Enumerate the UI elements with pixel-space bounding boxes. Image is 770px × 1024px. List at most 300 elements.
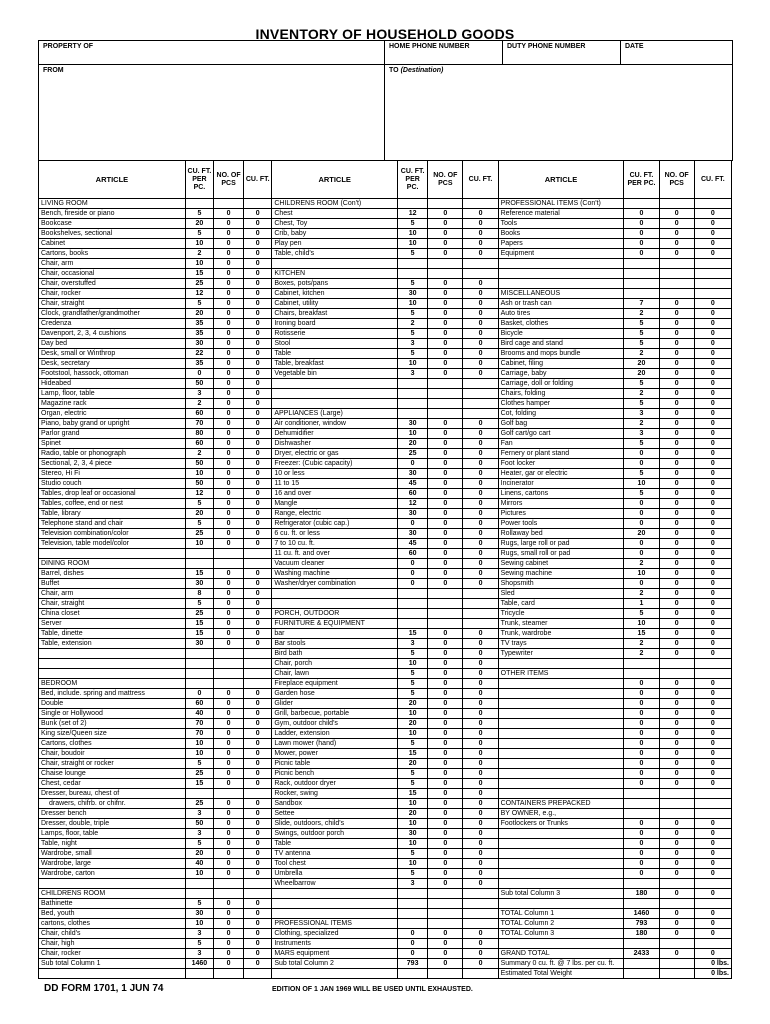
cuft-cell[interactable]: 0	[624, 859, 659, 869]
cuft-cell[interactable]	[624, 959, 659, 969]
cuft-cell[interactable]: 2	[624, 309, 659, 319]
pieces-cell[interactable]: 0	[428, 819, 463, 829]
pieces-cell[interactable]	[214, 549, 244, 559]
cuft-cell[interactable]: 0	[463, 839, 498, 849]
pieces-cell[interactable]: 0	[659, 529, 694, 539]
pieces-cell[interactable]: 0	[659, 709, 694, 719]
cuft-cell[interactable]: 0	[463, 449, 498, 459]
cuft-cell[interactable]: 0	[463, 459, 498, 469]
cuft-cell[interactable]	[463, 399, 498, 409]
cuft-cell[interactable]: 0	[694, 729, 731, 739]
pieces-cell[interactable]: 0	[659, 389, 694, 399]
cuft-cell[interactable]: 20	[398, 699, 428, 709]
cuft-cell[interactable]: 0	[244, 739, 272, 749]
pieces-cell[interactable]: 0	[214, 769, 244, 779]
pieces-cell[interactable]: 0	[428, 869, 463, 879]
cuft-cell[interactable]: 30	[398, 469, 428, 479]
cuft-cell[interactable]: 5	[624, 329, 659, 339]
cuft-cell[interactable]	[185, 789, 213, 799]
cuft-cell[interactable]	[244, 659, 272, 669]
cuft-cell[interactable]: 0	[624, 519, 659, 529]
cuft-cell[interactable]	[694, 259, 731, 269]
cuft-cell[interactable]: 0	[463, 549, 498, 559]
cuft-cell[interactable]: 0	[398, 579, 428, 589]
cuft-cell[interactable]: 0	[463, 439, 498, 449]
cuft-cell[interactable]: 0	[244, 919, 272, 929]
cuft-cell[interactable]: 10	[398, 799, 428, 809]
pieces-cell[interactable]	[659, 959, 694, 969]
cuft-cell[interactable]: 0	[185, 369, 213, 379]
pieces-cell[interactable]: 0	[428, 629, 463, 639]
cuft-cell[interactable]: 10	[185, 749, 213, 759]
cuft-cell[interactable]: 5	[624, 379, 659, 389]
cuft-cell[interactable]: 10	[398, 359, 428, 369]
pieces-cell[interactable]: 0	[214, 859, 244, 869]
cuft-cell[interactable]: 5	[398, 869, 428, 879]
cuft-cell[interactable]: 0	[694, 629, 731, 639]
cuft-cell[interactable]	[463, 269, 498, 279]
cuft-cell[interactable]: 20	[398, 719, 428, 729]
cuft-cell[interactable]	[463, 389, 498, 399]
cuft-cell[interactable]: 0	[694, 589, 731, 599]
cuft-cell[interactable]	[244, 559, 272, 569]
cuft-cell[interactable]: 0	[463, 319, 498, 329]
cuft-cell[interactable]: 0	[694, 469, 731, 479]
cuft-cell[interactable]: 25	[185, 609, 213, 619]
cuft-cell[interactable]	[624, 879, 659, 889]
pieces-cell[interactable]: 0	[428, 719, 463, 729]
pieces-cell[interactable]: 0	[214, 829, 244, 839]
cuft-cell[interactable]: 0	[463, 429, 498, 439]
pieces-cell[interactable]: 0	[659, 589, 694, 599]
cuft-cell[interactable]: 0	[463, 219, 498, 229]
cuft-cell[interactable]: 3	[185, 949, 213, 959]
cuft-cell[interactable]: 0	[463, 779, 498, 789]
cuft-cell[interactable]	[398, 379, 428, 389]
pieces-cell[interactable]: 0	[659, 249, 694, 259]
pieces-cell[interactable]: 0	[428, 659, 463, 669]
cuft-cell[interactable]	[463, 199, 498, 209]
cuft-cell[interactable]	[244, 969, 272, 979]
cuft-cell[interactable]: 0	[244, 329, 272, 339]
pieces-cell[interactable]: 0	[428, 929, 463, 939]
pieces-cell[interactable]: 0	[428, 959, 463, 969]
cuft-cell[interactable]: 0	[463, 249, 498, 259]
pieces-cell[interactable]	[214, 199, 244, 209]
pieces-cell[interactable]: 0	[659, 539, 694, 549]
cuft-cell[interactable]: 0	[694, 949, 731, 959]
pieces-cell[interactable]: 0	[659, 919, 694, 929]
pieces-cell[interactable]	[428, 909, 463, 919]
cuft-cell[interactable]: 0	[244, 459, 272, 469]
pieces-cell[interactable]: 0	[428, 279, 463, 289]
cuft-cell[interactable]	[624, 799, 659, 809]
pieces-cell[interactable]: 0	[214, 339, 244, 349]
cuft-cell[interactable]: 0	[694, 299, 731, 309]
pieces-cell[interactable]: 0	[214, 309, 244, 319]
cuft-cell[interactable]	[694, 289, 731, 299]
pieces-cell[interactable]	[659, 789, 694, 799]
cuft-cell[interactable]: 1460	[185, 959, 213, 969]
cuft-cell[interactable]: 15	[398, 749, 428, 759]
cuft-cell[interactable]: 0	[463, 519, 498, 529]
cuft-cell[interactable]	[694, 799, 731, 809]
pieces-cell[interactable]	[214, 679, 244, 689]
cuft-cell[interactable]	[624, 669, 659, 679]
cuft-cell[interactable]: 5	[398, 329, 428, 339]
pieces-cell[interactable]: 0	[214, 479, 244, 489]
cuft-cell[interactable]: 0	[244, 519, 272, 529]
cuft-cell[interactable]: 0	[244, 489, 272, 499]
cuft-cell[interactable]: 5	[624, 399, 659, 409]
cuft-cell[interactable]: 0	[244, 379, 272, 389]
pieces-cell[interactable]	[659, 659, 694, 669]
pieces-cell[interactable]: 0	[428, 499, 463, 509]
cuft-cell[interactable]	[463, 899, 498, 909]
pieces-cell[interactable]: 0	[214, 639, 244, 649]
pieces-cell[interactable]: 0	[214, 269, 244, 279]
pieces-cell[interactable]: 0	[428, 779, 463, 789]
pieces-cell[interactable]	[428, 399, 463, 409]
cuft-cell[interactable]: 15	[185, 629, 213, 639]
cuft-cell[interactable]: 5	[185, 519, 213, 529]
cuft-cell[interactable]: 0	[244, 449, 272, 459]
pieces-cell[interactable]: 0	[659, 689, 694, 699]
cuft-cell[interactable]: 0	[694, 449, 731, 459]
cuft-cell[interactable]: 25	[398, 449, 428, 459]
cuft-cell[interactable]	[185, 969, 213, 979]
cuft-cell[interactable]: 0	[244, 279, 272, 289]
cuft-cell[interactable]: 2	[185, 449, 213, 459]
cuft-cell[interactable]	[398, 409, 428, 419]
pieces-cell[interactable]: 0	[214, 819, 244, 829]
cuft-cell[interactable]: 0	[694, 219, 731, 229]
pieces-cell[interactable]: 0	[659, 609, 694, 619]
pieces-cell[interactable]: 0	[428, 319, 463, 329]
cuft-cell[interactable]	[185, 559, 213, 569]
cuft-cell[interactable]: 0	[463, 739, 498, 749]
cuft-cell[interactable]: 0	[694, 689, 731, 699]
cuft-cell[interactable]: 5	[185, 209, 213, 219]
cuft-cell[interactable]: 0	[694, 319, 731, 329]
date-field[interactable]	[621, 41, 733, 65]
cuft-cell[interactable]: 30	[398, 419, 428, 429]
pieces-cell[interactable]: 0	[214, 799, 244, 809]
pieces-cell[interactable]: 0	[428, 949, 463, 959]
cuft-cell[interactable]: 0	[244, 369, 272, 379]
pieces-cell[interactable]: 0	[428, 289, 463, 299]
pieces-cell[interactable]: 0	[214, 389, 244, 399]
cuft-cell[interactable]: 0 lbs.	[694, 959, 731, 969]
cuft-cell[interactable]	[398, 919, 428, 929]
cuft-cell[interactable]: 0	[624, 229, 659, 239]
cuft-cell[interactable]: 35	[185, 329, 213, 339]
pieces-cell[interactable]: 0	[214, 409, 244, 419]
pieces-cell[interactable]: 0	[659, 699, 694, 709]
pieces-cell[interactable]: 0	[659, 209, 694, 219]
cuft-cell[interactable]: 0	[244, 799, 272, 809]
cuft-cell[interactable]	[694, 789, 731, 799]
cuft-cell[interactable]: 5	[398, 689, 428, 699]
cuft-cell[interactable]: 12	[398, 209, 428, 219]
pieces-cell[interactable]: 0	[659, 509, 694, 519]
cuft-cell[interactable]: 0	[694, 389, 731, 399]
pieces-cell[interactable]: 0	[428, 759, 463, 769]
cuft-cell[interactable]: 0	[463, 669, 498, 679]
cuft-cell[interactable]: 0	[398, 559, 428, 569]
cuft-cell[interactable]: 0	[244, 389, 272, 399]
cuft-cell[interactable]: 0	[694, 559, 731, 569]
cuft-cell[interactable]: 3	[398, 879, 428, 889]
cuft-cell[interactable]: 0	[694, 679, 731, 689]
cuft-cell[interactable]	[624, 259, 659, 269]
cuft-cell[interactable]	[694, 809, 731, 819]
cuft-cell[interactable]: 0	[244, 909, 272, 919]
pieces-cell[interactable]: 0	[214, 279, 244, 289]
cuft-cell[interactable]: 1	[624, 599, 659, 609]
cuft-cell[interactable]: 0	[694, 709, 731, 719]
cuft-cell[interactable]: 0	[244, 509, 272, 519]
pieces-cell[interactable]: 0	[214, 519, 244, 529]
cuft-cell[interactable]: 0	[398, 939, 428, 949]
pieces-cell[interactable]	[659, 899, 694, 909]
cuft-cell[interactable]: 3	[185, 809, 213, 819]
cuft-cell[interactable]: 0 lbs.	[694, 969, 731, 979]
cuft-cell[interactable]: 10	[185, 739, 213, 749]
cuft-cell[interactable]: 0	[463, 679, 498, 689]
cuft-cell[interactable]: 5	[624, 469, 659, 479]
pieces-cell[interactable]: 0	[214, 239, 244, 249]
pieces-cell[interactable]: 0	[659, 889, 694, 899]
pieces-cell[interactable]	[428, 379, 463, 389]
pieces-cell[interactable]: 0	[214, 509, 244, 519]
pieces-cell[interactable]: 0	[659, 239, 694, 249]
pieces-cell[interactable]: 0	[659, 489, 694, 499]
pieces-cell[interactable]	[428, 199, 463, 209]
cuft-cell[interactable]	[463, 619, 498, 629]
pieces-cell[interactable]: 0	[659, 829, 694, 839]
cuft-cell[interactable]: 60	[185, 409, 213, 419]
cuft-cell[interactable]: 0	[463, 299, 498, 309]
cuft-cell[interactable]: 0	[398, 949, 428, 959]
pieces-cell[interactable]: 0	[428, 829, 463, 839]
cuft-cell[interactable]: 50	[185, 459, 213, 469]
cuft-cell[interactable]: 180	[624, 889, 659, 899]
cuft-cell[interactable]: 20	[398, 759, 428, 769]
pieces-cell[interactable]: 0	[214, 849, 244, 859]
cuft-cell[interactable]	[463, 969, 498, 979]
cuft-cell[interactable]: 0	[694, 569, 731, 579]
pieces-cell[interactable]	[659, 939, 694, 949]
cuft-cell[interactable]: 0	[244, 269, 272, 279]
cuft-cell[interactable]: 10	[398, 659, 428, 669]
cuft-cell[interactable]: 0	[244, 639, 272, 649]
cuft-cell[interactable]: 20	[185, 849, 213, 859]
cuft-cell[interactable]	[398, 599, 428, 609]
cuft-cell[interactable]: 0	[244, 249, 272, 259]
pieces-cell[interactable]: 0	[428, 579, 463, 589]
cuft-cell[interactable]: 25	[185, 279, 213, 289]
pieces-cell[interactable]: 0	[659, 839, 694, 849]
cuft-cell[interactable]: 0	[244, 729, 272, 739]
cuft-cell[interactable]	[624, 659, 659, 669]
cuft-cell[interactable]: 0	[624, 729, 659, 739]
cuft-cell[interactable]: 0	[624, 539, 659, 549]
pieces-cell[interactable]: 0	[428, 209, 463, 219]
cuft-cell[interactable]: 0	[244, 419, 272, 429]
cuft-cell[interactable]: 0	[463, 959, 498, 969]
cuft-cell[interactable]: 30	[185, 909, 213, 919]
cuft-cell[interactable]: 20	[398, 809, 428, 819]
cuft-cell[interactable]: 0	[244, 359, 272, 369]
cuft-cell[interactable]: 0	[244, 759, 272, 769]
cuft-cell[interactable]	[398, 389, 428, 399]
cuft-cell[interactable]: 0	[463, 949, 498, 959]
cuft-cell[interactable]: 0	[463, 829, 498, 839]
cuft-cell[interactable]: 15	[185, 569, 213, 579]
pieces-cell[interactable]: 0	[214, 909, 244, 919]
cuft-cell[interactable]: 0	[185, 689, 213, 699]
cuft-cell[interactable]: 20	[185, 509, 213, 519]
pieces-cell[interactable]: 0	[428, 299, 463, 309]
pieces-cell[interactable]: 0	[659, 349, 694, 359]
cuft-cell[interactable]: 20	[185, 309, 213, 319]
pieces-cell[interactable]: 0	[659, 459, 694, 469]
cuft-cell[interactable]: 10	[624, 569, 659, 579]
cuft-cell[interactable]: 0	[694, 239, 731, 249]
cuft-cell[interactable]: 0	[694, 919, 731, 929]
cuft-cell[interactable]: 15	[624, 629, 659, 639]
cuft-cell[interactable]: 0	[244, 929, 272, 939]
cuft-cell[interactable]: 0	[244, 609, 272, 619]
pieces-cell[interactable]: 0	[659, 449, 694, 459]
cuft-cell[interactable]: 70	[185, 719, 213, 729]
pieces-cell[interactable]	[428, 899, 463, 909]
cuft-cell[interactable]: 0	[463, 309, 498, 319]
cuft-cell[interactable]: 3	[185, 929, 213, 939]
cuft-cell[interactable]: 10	[398, 709, 428, 719]
cuft-cell[interactable]: 0	[694, 889, 731, 899]
cuft-cell[interactable]: 3	[624, 429, 659, 439]
cuft-cell[interactable]: 10	[398, 239, 428, 249]
pieces-cell[interactable]: 0	[428, 479, 463, 489]
pieces-cell[interactable]: 0	[659, 439, 694, 449]
pieces-cell[interactable]: 0	[428, 519, 463, 529]
cuft-cell[interactable]	[244, 789, 272, 799]
cuft-cell[interactable]	[463, 609, 498, 619]
cuft-cell[interactable]: 0	[244, 699, 272, 709]
cuft-cell[interactable]: 25	[185, 529, 213, 539]
cuft-cell[interactable]: 0	[244, 219, 272, 229]
cuft-cell[interactable]: 2433	[624, 949, 659, 959]
cuft-cell[interactable]: 60	[185, 439, 213, 449]
cuft-cell[interactable]: 0	[463, 469, 498, 479]
cuft-cell[interactable]: 0	[463, 819, 498, 829]
cuft-cell[interactable]: 0	[463, 939, 498, 949]
pieces-cell[interactable]: 0	[428, 369, 463, 379]
cuft-cell[interactable]: 0	[694, 339, 731, 349]
pieces-cell[interactable]: 0	[214, 449, 244, 459]
pieces-cell[interactable]: 0	[214, 919, 244, 929]
pieces-cell[interactable]	[659, 809, 694, 819]
pieces-cell[interactable]	[428, 389, 463, 399]
cuft-cell[interactable]: 5	[398, 849, 428, 859]
cuft-cell[interactable]: 0	[694, 409, 731, 419]
cuft-cell[interactable]: 0	[244, 939, 272, 949]
cuft-cell[interactable]: 0	[694, 579, 731, 589]
cuft-cell[interactable]: 0	[244, 769, 272, 779]
cuft-cell[interactable]: 0	[624, 549, 659, 559]
pieces-cell[interactable]: 0	[659, 649, 694, 659]
cuft-cell[interactable]: 10	[398, 729, 428, 739]
cuft-cell[interactable]: 0	[694, 769, 731, 779]
cuft-cell[interactable]: 0	[694, 349, 731, 359]
cuft-cell[interactable]: 0	[694, 249, 731, 259]
pieces-cell[interactable]	[214, 969, 244, 979]
cuft-cell[interactable]: 5	[398, 739, 428, 749]
cuft-cell[interactable]: 12	[398, 499, 428, 509]
cuft-cell[interactable]: 0	[694, 509, 731, 519]
pieces-cell[interactable]: 0	[428, 859, 463, 869]
cuft-cell[interactable]	[244, 679, 272, 689]
pieces-cell[interactable]: 0	[428, 459, 463, 469]
pieces-cell[interactable]: 0	[214, 599, 244, 609]
cuft-cell[interactable]	[398, 269, 428, 279]
cuft-cell[interactable]: 50	[185, 479, 213, 489]
cuft-cell[interactable]: 0	[463, 699, 498, 709]
pieces-cell[interactable]: 0	[214, 529, 244, 539]
pieces-cell[interactable]: 0	[214, 569, 244, 579]
pieces-cell[interactable]: 0	[214, 329, 244, 339]
pieces-cell[interactable]: 0	[214, 399, 244, 409]
pieces-cell[interactable]: 0	[428, 359, 463, 369]
pieces-cell[interactable]: 0	[428, 429, 463, 439]
cuft-cell[interactable]: 2	[624, 419, 659, 429]
cuft-cell[interactable]: 0	[463, 749, 498, 759]
cuft-cell[interactable]: 0	[244, 849, 272, 859]
cuft-cell[interactable]: 0	[463, 229, 498, 239]
cuft-cell[interactable]: 0	[694, 869, 731, 879]
cuft-cell[interactable]	[185, 549, 213, 559]
cuft-cell[interactable]	[244, 549, 272, 559]
cuft-cell[interactable]	[694, 269, 731, 279]
cuft-cell[interactable]: 0	[463, 859, 498, 869]
cuft-cell[interactable]: 0	[244, 709, 272, 719]
cuft-cell[interactable]: 0	[244, 209, 272, 219]
pieces-cell[interactable]: 0	[428, 879, 463, 889]
cuft-cell[interactable]: 2	[185, 399, 213, 409]
cuft-cell[interactable]	[398, 589, 428, 599]
cuft-cell[interactable]: 0	[624, 579, 659, 589]
cuft-cell[interactable]: 5	[398, 769, 428, 779]
cuft-cell[interactable]: 10	[185, 869, 213, 879]
pieces-cell[interactable]: 0	[214, 749, 244, 759]
pieces-cell[interactable]: 0	[428, 789, 463, 799]
pieces-cell[interactable]: 0	[659, 619, 694, 629]
cuft-cell[interactable]: 0	[694, 369, 731, 379]
cuft-cell[interactable]: 25	[185, 769, 213, 779]
cuft-cell[interactable]: 30	[398, 509, 428, 519]
pieces-cell[interactable]	[428, 919, 463, 929]
cuft-cell[interactable]: 0	[624, 209, 659, 219]
cuft-cell[interactable]: 0	[624, 739, 659, 749]
cuft-cell[interactable]	[463, 259, 498, 269]
cuft-cell[interactable]: 0	[624, 849, 659, 859]
pieces-cell[interactable]: 0	[214, 209, 244, 219]
cuft-cell[interactable]: 0	[463, 929, 498, 939]
cuft-cell[interactable]: 0	[694, 229, 731, 239]
pieces-cell[interactable]: 0	[428, 769, 463, 779]
